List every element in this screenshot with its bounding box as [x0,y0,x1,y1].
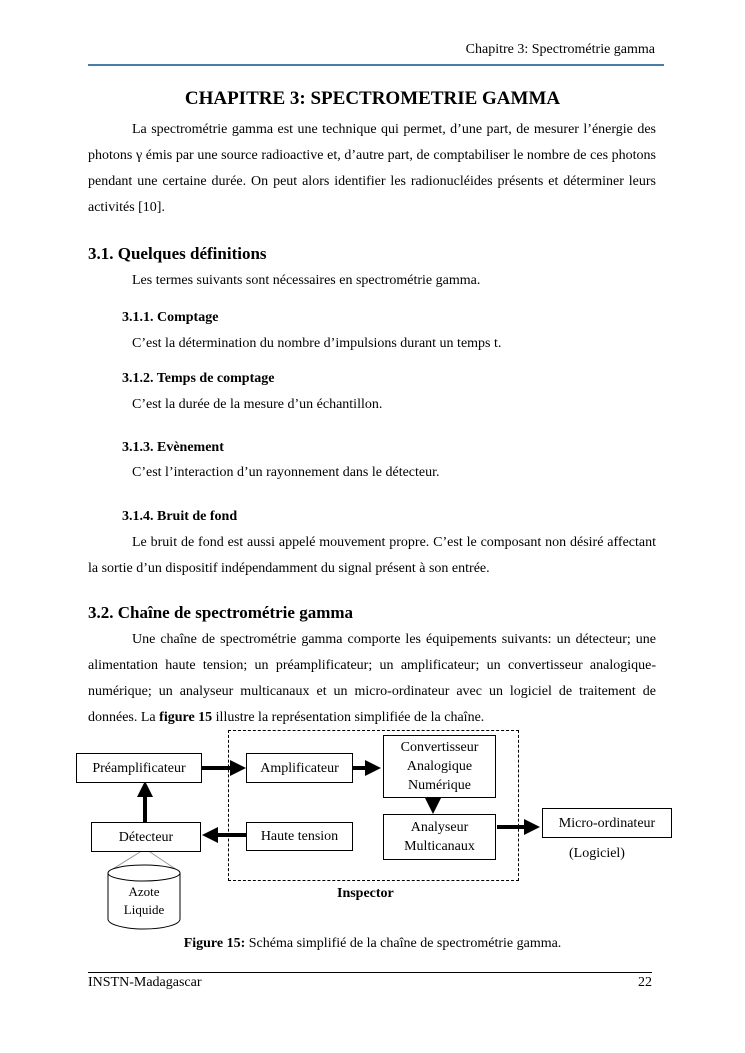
section-31-title: 3.1. Quelques définitions [88,244,267,263]
inspector-label: Inspector [337,886,394,901]
figure-reference: figure 15 [159,710,213,725]
footer-institution: INSTN-Madagascar [88,975,202,990]
dewar-label-line1: Azote [128,884,160,899]
preamplifier-box: Préamplificateur [76,753,202,783]
amplifier-box: Amplificateur [246,753,353,783]
subsection-text: Le bruit de fond est aussi appelé mouvement propre. C’est le composant non désiré affectant la sortie d’un dispositif indépendamment du signal présent à son entrée. [88,535,656,576]
dewar-label-line2: Liquide [123,902,165,917]
dewar-label [108,883,180,919]
adc-label-line3: Numérique [408,778,471,793]
high-voltage-box: Haute tension [246,822,353,851]
adc-label-line1: Convertisseur [400,740,479,755]
section-31-intro: Les termes suivants sont nécessaires en spectrométrie gamma. [132,273,481,288]
figure-caption [0,936,745,952]
mca-label-line2: Multicanaux [404,839,475,854]
figure-caption-label: Figure 15: [183,936,246,951]
computer-box: Micro-ordinateur [542,808,672,838]
adc-label-line2: Analogique [406,759,473,774]
section-32-text-before: Une chaîne de spectrométrie gamma comporte les équipements suivants: un détecteur; une alimentation haute tension; un préamplificateur; un amplificateur; un convertisseur analogique-numérique; un analyseur multicanaux et un micro-ordinateur avec un logiciel de traitement de données. La [88,632,656,725]
subsection-title: 3.1.2. Temps de comptage [122,371,275,386]
mca-box [383,814,496,860]
software-label: (Logiciel) [569,846,625,861]
running-header: Chapitre 3: Spectrométrie gamma [465,42,655,57]
intro-text: La spectrométrie gamma est une technique qui permet, d’une part, de mesurer l’énergie des photons γ émis par une source radioactive et, d’autre part, de comptabiliser le nombre de ces photons pendant une certaine durée. On peut alors identifier les radionucléides présents et déterminer leurs activités [10]. [88,122,656,215]
subsection-text: C’est la détermination du nombre d’impulsions durant un temps t. [132,336,502,351]
subsection-text: C’est l’interaction d’un rayonnement dans le détecteur. [132,465,440,480]
footer-rule [88,972,652,973]
subsection-title: 3.1.3. Evènement [122,440,224,455]
figure-caption-text: Schéma simplifié de la chaîne de spectrométrie gamma. [245,936,562,951]
mca-label-line1: Analyseur [410,820,469,835]
subsection-text: C’est la durée de la mesure d’un échantillon. [132,397,383,412]
adc-box [383,735,496,798]
page-number: 22 [638,975,652,990]
subsection-title: 3.1.1. Comptage [122,310,219,325]
section-32-title: 3.2. Chaîne de spectrométrie gamma [88,603,354,622]
subsection-title: 3.1.4. Bruit de fond [122,509,238,524]
section-32-text-after: illustre la représentation simplifiée de la chaîne. [212,710,485,725]
detector-box: Détecteur [91,822,201,852]
chapter-title: CHAPITRE 3: SPECTROMETRIE GAMMA [184,88,561,109]
